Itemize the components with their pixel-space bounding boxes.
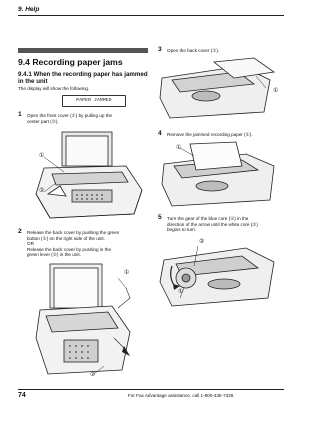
- callout-1: ①: [124, 270, 130, 276]
- step-number: 3: [158, 46, 162, 53]
- callout-1: ①: [178, 289, 184, 295]
- step-line: Open the back cover (①).: [167, 48, 220, 53]
- callout-1: ①: [39, 153, 45, 159]
- step-line: begins to turn.: [167, 227, 197, 233]
- section-bar: [18, 48, 148, 53]
- footer-rule: [18, 389, 284, 390]
- step-3: [158, 48, 286, 56]
- step-line: Remove the jammed recording paper (①).: [167, 132, 253, 137]
- callout-2: ②: [199, 239, 205, 245]
- fax-front-cover-illustration: [30, 128, 150, 224]
- step-number: 2: [18, 228, 22, 235]
- intro-text: The display will show the following.: [18, 86, 90, 91]
- step-line: Release the back cover by pushing in the: [27, 246, 112, 252]
- callout-2: ②: [90, 372, 96, 378]
- callout-2: ②: [39, 188, 45, 194]
- step-number: 1: [18, 111, 22, 118]
- fax-remove-paper-illustration: [160, 142, 284, 210]
- step-4: [158, 132, 286, 140]
- chapter-header: 9. Help: [18, 6, 40, 13]
- callout-1: ①: [273, 88, 279, 94]
- step-number: 5: [158, 214, 162, 221]
- step-line: Turn the gear of the blue core (①) in the: [167, 216, 249, 221]
- step-2: [18, 230, 150, 260]
- step-1: [18, 113, 150, 127]
- footer-note: For Fax Advantage assistance, call 1-800-435-7329.: [128, 393, 235, 398]
- fax-back-cover-release-illustration: [34, 258, 150, 382]
- step-line: green lever (②) in the unit.: [27, 252, 81, 258]
- subsection-title: 9.4.1 When the recording paper has jammed in the unit: [18, 71, 148, 86]
- step-line: Release the back cover by pushing the green: [27, 230, 120, 235]
- step-line: direction of the arrow until the white core (②): [167, 221, 258, 227]
- step-line: button (①) on the right side of the unit.: [27, 235, 105, 241]
- fax-turn-gear-illustration: [158, 236, 284, 310]
- step-line: Open the front cover (①) by pulling up the: [27, 113, 113, 118]
- header-rule: [18, 15, 284, 16]
- display-message: PAPER JAMMED: [62, 95, 126, 107]
- step-line: OR: [27, 241, 34, 247]
- section-title: 9.4 Recording paper jams: [18, 57, 123, 67]
- step-line: center part (②).: [27, 118, 59, 124]
- page-number: 74: [18, 392, 26, 399]
- callout-1: ①: [176, 145, 182, 151]
- step-number: 4: [158, 130, 162, 137]
- step-5: [158, 216, 286, 234]
- fax-open-back-cover-illustration: [158, 58, 284, 122]
